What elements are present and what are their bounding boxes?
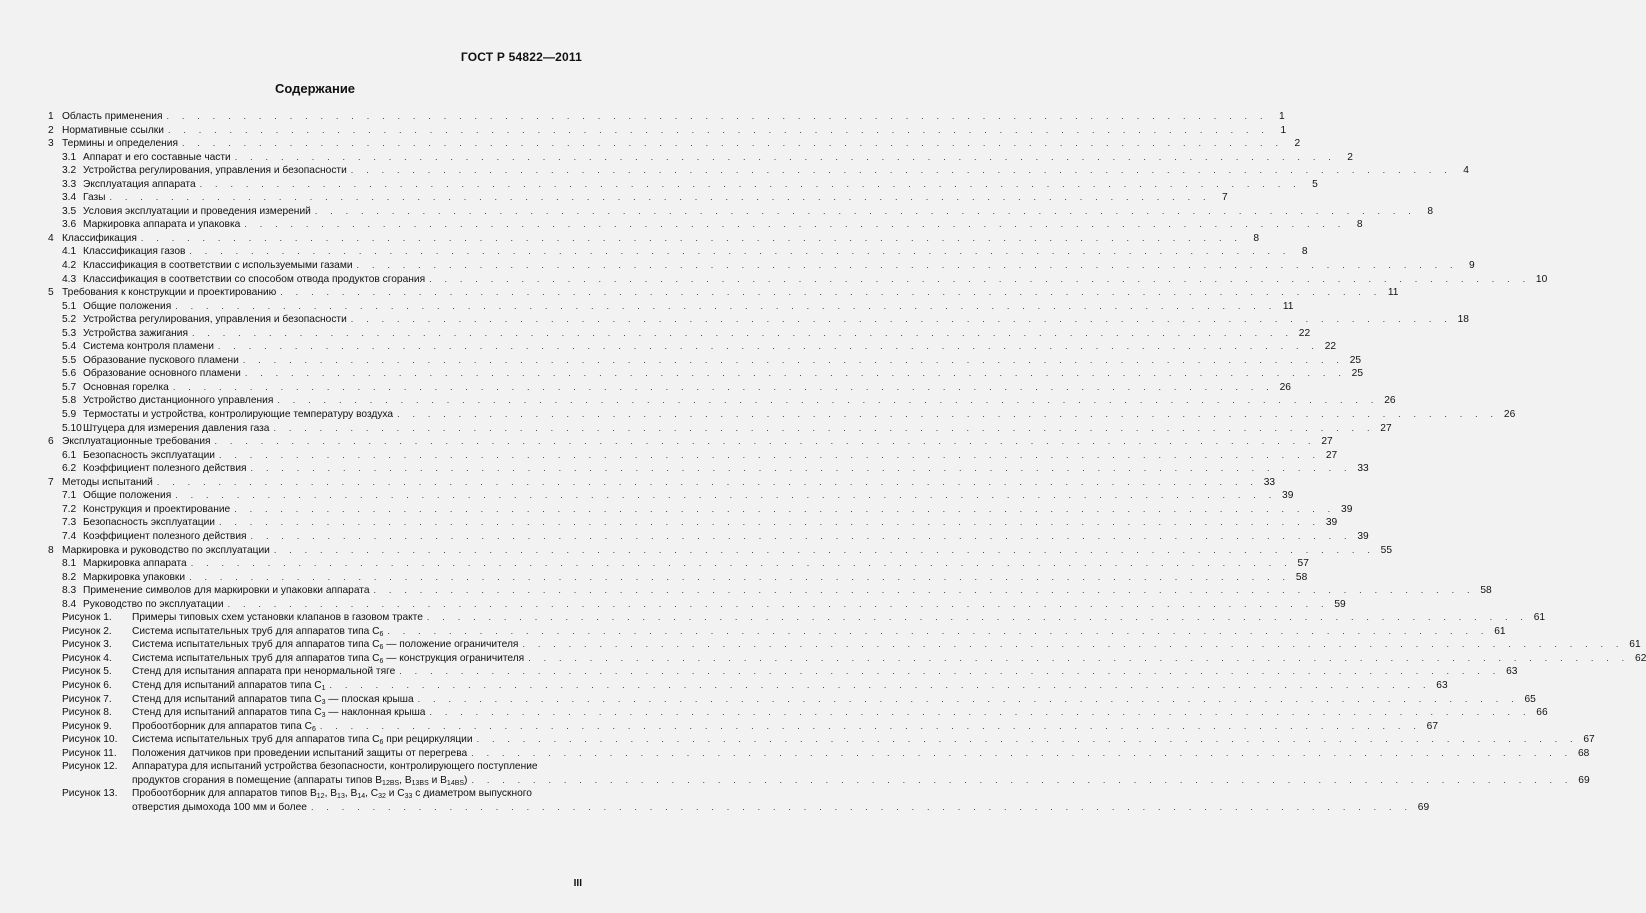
toc-subsection[interactable] bbox=[48, 516, 1338, 530]
toc-title: Общие положения bbox=[83, 300, 172, 312]
toc-page: 68 bbox=[1578, 747, 1590, 759]
toc-title: Устройства зажигания bbox=[83, 327, 188, 339]
leader-dots bbox=[243, 354, 1344, 368]
toc-page: 1 bbox=[1278, 111, 1285, 122]
toc-number: 6.1 bbox=[62, 449, 77, 461]
page-title: Содержание bbox=[274, 81, 356, 96]
toc-section[interactable] bbox=[48, 137, 1301, 151]
toc-page: 26 bbox=[1279, 381, 1291, 393]
leader-dots bbox=[244, 218, 1345, 232]
leader-dots bbox=[357, 259, 1458, 273]
leader-dots bbox=[157, 476, 1258, 490]
leader-dots bbox=[228, 598, 1329, 612]
figure-number: Рисунок 10. bbox=[62, 734, 118, 746]
leader-dots bbox=[351, 313, 1452, 327]
toc-subsection[interactable] bbox=[48, 489, 1294, 503]
toc-number: 5.5 bbox=[62, 354, 77, 366]
toc-subsection[interactable] bbox=[48, 394, 1396, 408]
leader-dots bbox=[399, 665, 1500, 679]
toc-page: 26 bbox=[1503, 409, 1516, 421]
figure-title: Система испытательных труб для аппаратов типа $С_6$ при рециркуляции bbox=[132, 734, 473, 747]
toc-section[interactable] bbox=[48, 124, 1287, 138]
toc-number: 3.6 bbox=[62, 219, 77, 231]
toc-subsection[interactable] bbox=[48, 178, 1318, 192]
toc-title: Классификация в соответствии со способом отвода продуктов сгорания bbox=[83, 273, 426, 285]
toc-page: 2 bbox=[1347, 151, 1353, 163]
toc-section[interactable] bbox=[48, 232, 1260, 246]
toc-subsection[interactable] bbox=[48, 449, 1338, 463]
leader-dots bbox=[251, 530, 1352, 544]
toc-number: 5.4 bbox=[62, 341, 77, 353]
toc-page: 27 bbox=[1321, 436, 1333, 448]
document-code: ГОСТ Р 54822—2011 bbox=[460, 50, 582, 64]
toc-title: Образование основного пламени bbox=[83, 368, 241, 380]
leader-dots bbox=[168, 124, 1269, 138]
leader-dots bbox=[218, 340, 1319, 354]
toc-figure[interactable] bbox=[48, 787, 1430, 814]
figure-title: Система испытательных труб для аппаратов типа $С_6$ bbox=[132, 625, 384, 638]
toc-page: 18 bbox=[1457, 314, 1469, 326]
toc-title: Маркировка аппарата и упаковка bbox=[83, 219, 241, 231]
leader-dots bbox=[200, 178, 1301, 192]
toc-title: Устройства регулирования, управления и безопасности bbox=[83, 165, 347, 177]
figure-title-line bbox=[132, 801, 1429, 815]
toc-number: 4.2 bbox=[62, 260, 77, 272]
toc-number: 4.3 bbox=[62, 273, 77, 285]
toc-page: 58 bbox=[1480, 585, 1492, 597]
toc-subsection[interactable] bbox=[48, 245, 1308, 259]
toc-page: 8 bbox=[1253, 232, 1260, 244]
toc-title: Газы bbox=[83, 192, 106, 204]
toc-figure[interactable] bbox=[48, 611, 1546, 625]
toc-section[interactable] bbox=[48, 544, 1393, 558]
toc-figure[interactable] bbox=[48, 760, 1590, 787]
toc-title: Штуцера для измерения давления газа bbox=[83, 422, 270, 434]
toc-page: 33 bbox=[1263, 476, 1276, 488]
toc-page: 27 bbox=[1380, 422, 1392, 434]
toc-page: 62 bbox=[1635, 652, 1646, 664]
toc-page: 39 bbox=[1357, 530, 1369, 542]
leader-dots bbox=[173, 381, 1274, 395]
toc-page: 8 bbox=[1427, 205, 1433, 217]
toc-title: Безопасность эксплуатации bbox=[83, 449, 215, 461]
toc-title: Руководство по эксплуатации bbox=[83, 598, 224, 610]
toc-title: Маркировка аппарата bbox=[83, 558, 187, 570]
toc-page: 65 bbox=[1524, 693, 1536, 705]
figure-number: Рисунок 1. bbox=[62, 612, 112, 624]
toc-page: 69 bbox=[1417, 801, 1430, 813]
toc-number: 8.3 bbox=[62, 585, 77, 597]
figure-number: Рисунок 7. bbox=[62, 693, 112, 705]
toc-page: 63 bbox=[1436, 679, 1448, 691]
leader-dots bbox=[235, 151, 1336, 165]
leader-dots bbox=[219, 449, 1320, 463]
toc-number: 7.4 bbox=[62, 530, 77, 542]
leader-dots bbox=[429, 706, 1530, 720]
toc-title: Нормативные ссылки bbox=[62, 124, 164, 136]
toc-page: 61 bbox=[1533, 612, 1546, 624]
toc-subsection[interactable] bbox=[48, 422, 1392, 436]
toc-page: 63 bbox=[1506, 666, 1518, 678]
toc-subsection[interactable] bbox=[48, 205, 1433, 219]
toc-page: 22 bbox=[1324, 341, 1337, 353]
leader-dots bbox=[374, 584, 1475, 598]
toc-subsection[interactable] bbox=[48, 557, 1309, 571]
leader-dots bbox=[277, 394, 1378, 408]
toc-number: 6.2 bbox=[62, 463, 77, 475]
toc-number: 1 bbox=[48, 111, 54, 122]
toc-subsection[interactable] bbox=[48, 151, 1353, 165]
figure-number: Рисунок 9. bbox=[62, 720, 112, 732]
figure-number: Рисунок 6. bbox=[62, 679, 112, 691]
toc-number: 5.3 bbox=[62, 327, 77, 339]
toc-number: 7 bbox=[48, 476, 54, 488]
toc-page: 39 bbox=[1282, 490, 1294, 502]
toc-page: 26 bbox=[1384, 395, 1396, 407]
toc-title: Методы испытаний bbox=[62, 476, 153, 488]
toc-figure[interactable] bbox=[48, 693, 1536, 707]
toc-title: Маркировка упаковки bbox=[83, 571, 186, 583]
figure-title-line: Пробоотборник для аппаратов типов $B_{12}$, $B_{13}$, $B_{14}$, $C_{32}$ и $C_{33}$ с диаметром выпускного bbox=[132, 788, 532, 801]
leader-dots bbox=[219, 516, 1320, 530]
toc-title: Безопасность эксплуатации bbox=[83, 517, 215, 529]
toc-subsection[interactable] bbox=[48, 354, 1362, 368]
toc-page: 25 bbox=[1349, 354, 1362, 366]
leader-dots bbox=[329, 679, 1430, 693]
toc-subsection[interactable] bbox=[48, 462, 1369, 476]
leader-dots bbox=[397, 408, 1498, 422]
toc-subsection[interactable] bbox=[48, 571, 1308, 585]
figure-number: Рисунок 3. bbox=[62, 639, 112, 651]
toc-title: Маркировка и руководство по эксплуатации bbox=[62, 544, 270, 556]
toc-subsection[interactable] bbox=[48, 340, 1337, 354]
toc-page: 1 bbox=[1280, 124, 1287, 136]
leader-dots bbox=[110, 191, 1211, 205]
toc-page: 10 bbox=[1535, 273, 1548, 285]
toc-number: 3.4 bbox=[62, 192, 77, 204]
toc-subsection[interactable] bbox=[48, 218, 1363, 232]
toc-page: 69 bbox=[1578, 774, 1590, 786]
toc-page: 11 bbox=[1387, 287, 1399, 299]
toc-section[interactable] bbox=[48, 476, 1276, 490]
figure-title: Положения датчиков при проведении испытаний защиты от перегрева bbox=[132, 747, 468, 759]
toc-number: 3 bbox=[48, 138, 54, 150]
toc-subsection[interactable] bbox=[48, 408, 1516, 422]
figure-title: Стенд для испытаний аппаратов типа $С_3$ — плоская крыша bbox=[132, 693, 414, 706]
toc-page: 11 bbox=[1282, 300, 1294, 312]
toc-subsection[interactable] bbox=[48, 164, 1469, 178]
toc-figure[interactable] bbox=[48, 747, 1590, 761]
leader-dots bbox=[274, 544, 1375, 558]
toc-number: 4.1 bbox=[62, 246, 77, 258]
toc-subsection[interactable] bbox=[48, 300, 1294, 314]
toc-number: 5.9 bbox=[62, 409, 77, 421]
toc-title: Устройства регулирования, управления и безопасности bbox=[83, 314, 347, 326]
leader-dots bbox=[528, 652, 1629, 666]
toc-title: Образование пускового пламени bbox=[83, 354, 239, 366]
leader-dots bbox=[429, 273, 1530, 287]
figure-title-line: Аппаратура для испытаний устройства безопасности, контролирующего поступление bbox=[132, 761, 538, 773]
toc-page: 8 bbox=[1356, 219, 1363, 231]
toc-figure[interactable] bbox=[48, 652, 1646, 666]
toc-page: 8 bbox=[1301, 246, 1308, 258]
leader-dots bbox=[175, 489, 1276, 503]
toc-title: Термины и определения bbox=[62, 138, 178, 150]
toc-page: 22 bbox=[1298, 327, 1311, 339]
toc-subsection[interactable] bbox=[48, 313, 1469, 327]
toc-number: 3.1 bbox=[62, 151, 77, 163]
toc-title: Условия эксплуатации и проведения измерений bbox=[83, 205, 311, 217]
leader-dots bbox=[427, 611, 1528, 625]
leader-dots bbox=[477, 733, 1578, 747]
leader-dots bbox=[166, 110, 1267, 124]
toc-subsection[interactable] bbox=[48, 273, 1548, 287]
leader-dots bbox=[191, 557, 1292, 571]
figure-title-text: продуктов сгорания в помещение (аппараты типов $B_{12BS}$, $B_{13BS}$ и $B_{14BS}$) bbox=[132, 774, 468, 787]
leader-dots bbox=[315, 205, 1416, 219]
figure-number: Рисунок 4. bbox=[62, 652, 112, 664]
toc-number: 6 bbox=[48, 436, 54, 448]
toc-page: 67 bbox=[1583, 734, 1595, 746]
toc-number: 2 bbox=[48, 124, 54, 136]
leader-dots bbox=[141, 232, 1242, 246]
leader-dots bbox=[280, 286, 1381, 300]
figure-title: Стенд для испытания аппарата при ненормальной тяге bbox=[132, 666, 396, 678]
figure-number: Рисунок 2. bbox=[62, 625, 112, 637]
toc-section[interactable] bbox=[48, 435, 1333, 449]
toc-number: 8.4 bbox=[62, 598, 77, 610]
toc-figure[interactable] bbox=[48, 665, 1518, 679]
leader-dots bbox=[192, 327, 1293, 341]
toc-title: Устройство дистанционного управления bbox=[83, 395, 274, 407]
toc-title: Классификация bbox=[62, 232, 137, 244]
figure-title bbox=[132, 760, 1590, 787]
toc-page: 57 bbox=[1297, 558, 1309, 570]
toc-figure[interactable] bbox=[48, 625, 1506, 639]
figure-title: Стенд для испытаний аппаратов типа $С_1$ bbox=[132, 679, 326, 692]
figure-title-line bbox=[132, 774, 1590, 788]
figure-title-text: отверстия дымохода 100 мм и более bbox=[132, 801, 307, 813]
toc-number: 5.6 bbox=[62, 368, 77, 380]
toc-section[interactable] bbox=[48, 286, 1399, 300]
toc-number: 7.2 bbox=[62, 503, 77, 515]
toc-page: 55 bbox=[1380, 544, 1393, 556]
toc-page: 67 bbox=[1426, 720, 1439, 732]
toc-title: Коэффициент полезного действия bbox=[83, 530, 247, 542]
leader-dots bbox=[418, 693, 1519, 707]
toc-title: Требования к конструкции и проектированию bbox=[62, 287, 277, 299]
toc-title: Общие положения bbox=[83, 490, 172, 502]
toc-title: Аппарат и его составные части bbox=[83, 151, 231, 163]
figure-title: Примеры типовых схем установки клапанов в газовом тракте bbox=[132, 612, 423, 624]
toc-subsection[interactable] bbox=[48, 259, 1475, 273]
toc-title: Конструкция и проектирование bbox=[83, 503, 231, 515]
toc-subsection[interactable] bbox=[48, 598, 1346, 612]
toc-number: 5.2 bbox=[62, 314, 77, 326]
toc-title: Эксплуатация аппарата bbox=[83, 178, 196, 190]
toc-page: 61 bbox=[1629, 639, 1641, 651]
toc-page: 4 bbox=[1463, 165, 1469, 177]
table-of-contents bbox=[48, 110, 1646, 814]
toc-number: 5.10 bbox=[62, 422, 82, 434]
toc-page: 5 bbox=[1312, 178, 1318, 190]
toc-number: 5 bbox=[48, 287, 54, 299]
toc-page: 9 bbox=[1469, 260, 1475, 272]
leader-dots bbox=[351, 164, 1452, 178]
toc-title: Классификация газов bbox=[83, 246, 186, 258]
toc-page: 27 bbox=[1325, 449, 1338, 461]
toc-page: 7 bbox=[1222, 192, 1228, 204]
toc-subsection[interactable] bbox=[48, 381, 1291, 395]
figure-number: Рисунок 13. bbox=[62, 788, 118, 800]
toc-number: 8.2 bbox=[62, 571, 77, 583]
figure-number: Рисунок 5. bbox=[62, 666, 112, 678]
leader-dots bbox=[234, 503, 1335, 517]
figure-number: Рисунок 11. bbox=[62, 747, 117, 759]
toc-page: 66 bbox=[1536, 707, 1548, 719]
toc-figure[interactable] bbox=[48, 733, 1595, 747]
toc-subsection[interactable] bbox=[48, 327, 1311, 341]
toc-title: Эксплуатационные требования bbox=[62, 436, 211, 448]
toc-number: 3.5 bbox=[62, 205, 77, 217]
toc-title: Применение символов для маркировки и упаковки аппарата bbox=[83, 585, 370, 597]
toc-subsection[interactable] bbox=[48, 503, 1353, 517]
page-number: III bbox=[573, 878, 582, 889]
leader-dots bbox=[471, 747, 1572, 761]
toc-figure[interactable] bbox=[48, 706, 1548, 720]
toc-title: Система контроля пламени bbox=[83, 341, 214, 353]
toc-number: 5.7 bbox=[62, 381, 77, 393]
toc-number: 4 bbox=[48, 232, 54, 244]
figure-title: Стенд для испытаний аппаратов типа $С_3$ — наклонная крыша bbox=[132, 707, 426, 720]
leader-dots bbox=[175, 300, 1276, 314]
leader-dots bbox=[189, 571, 1290, 585]
leader-dots bbox=[245, 367, 1346, 381]
toc-page: 61 bbox=[1494, 625, 1506, 637]
toc-subsection[interactable] bbox=[48, 584, 1492, 598]
toc-title: Коэффициент полезного действия bbox=[83, 463, 247, 475]
toc-subsection[interactable] bbox=[48, 191, 1228, 205]
toc-section[interactable] bbox=[48, 110, 1285, 124]
toc-title: Классификация в соответствии с используемыми газами bbox=[83, 260, 353, 272]
toc-number: 3.2 bbox=[62, 165, 77, 177]
leader-dots bbox=[189, 245, 1290, 259]
toc-page: 2 bbox=[1294, 138, 1301, 150]
toc-page: 59 bbox=[1334, 598, 1346, 610]
toc-page: 39 bbox=[1325, 517, 1338, 529]
toc-page: 33 bbox=[1357, 463, 1369, 475]
toc-number: 5.8 bbox=[62, 395, 77, 407]
toc-number: 5.1 bbox=[62, 300, 77, 312]
toc-title: Термостаты и устройства, контролирующие температуру воздуха bbox=[83, 409, 394, 421]
toc-title: Область применения bbox=[62, 111, 163, 122]
toc-title: Основная горелка bbox=[83, 381, 169, 393]
toc-number: 8 bbox=[48, 544, 54, 556]
leader-dots bbox=[522, 638, 1623, 652]
toc-page: 25 bbox=[1351, 368, 1364, 380]
leader-dots bbox=[273, 422, 1374, 436]
figure-title bbox=[132, 787, 1429, 814]
toc-number: 8.1 bbox=[62, 558, 77, 570]
toc-number: 3.3 bbox=[62, 178, 77, 190]
leader-dots bbox=[311, 801, 1412, 815]
toc-figure[interactable] bbox=[48, 638, 1641, 652]
leader-dots bbox=[471, 774, 1572, 788]
toc-figure[interactable] bbox=[48, 720, 1439, 734]
toc-page: 39 bbox=[1341, 503, 1353, 515]
toc-figure[interactable] bbox=[48, 679, 1448, 693]
leader-dots bbox=[215, 435, 1316, 449]
figure-title: Система испытательных труб для аппаратов типа $С_6$ — конструкция ограничителя bbox=[132, 652, 525, 665]
leader-dots bbox=[251, 462, 1352, 476]
figure-number: Рисунок 8. bbox=[62, 707, 112, 719]
toc-number: 7.3 bbox=[62, 517, 77, 529]
figure-title: Пробоотборник для аппаратов типа $С_6$ bbox=[132, 720, 316, 733]
figure-number: Рисунок 12. bbox=[62, 761, 118, 773]
figure-title: Система испытательных труб для аппаратов типа $С_6$ — положение ограничителя bbox=[132, 639, 519, 652]
toc-subsection[interactable] bbox=[48, 367, 1364, 381]
toc-subsection[interactable] bbox=[48, 530, 1369, 544]
leader-dots bbox=[320, 720, 1421, 734]
toc-page: 58 bbox=[1295, 571, 1308, 583]
leader-dots bbox=[387, 625, 1488, 639]
leader-dots bbox=[182, 137, 1283, 151]
toc-number: 7.1 bbox=[62, 490, 77, 502]
